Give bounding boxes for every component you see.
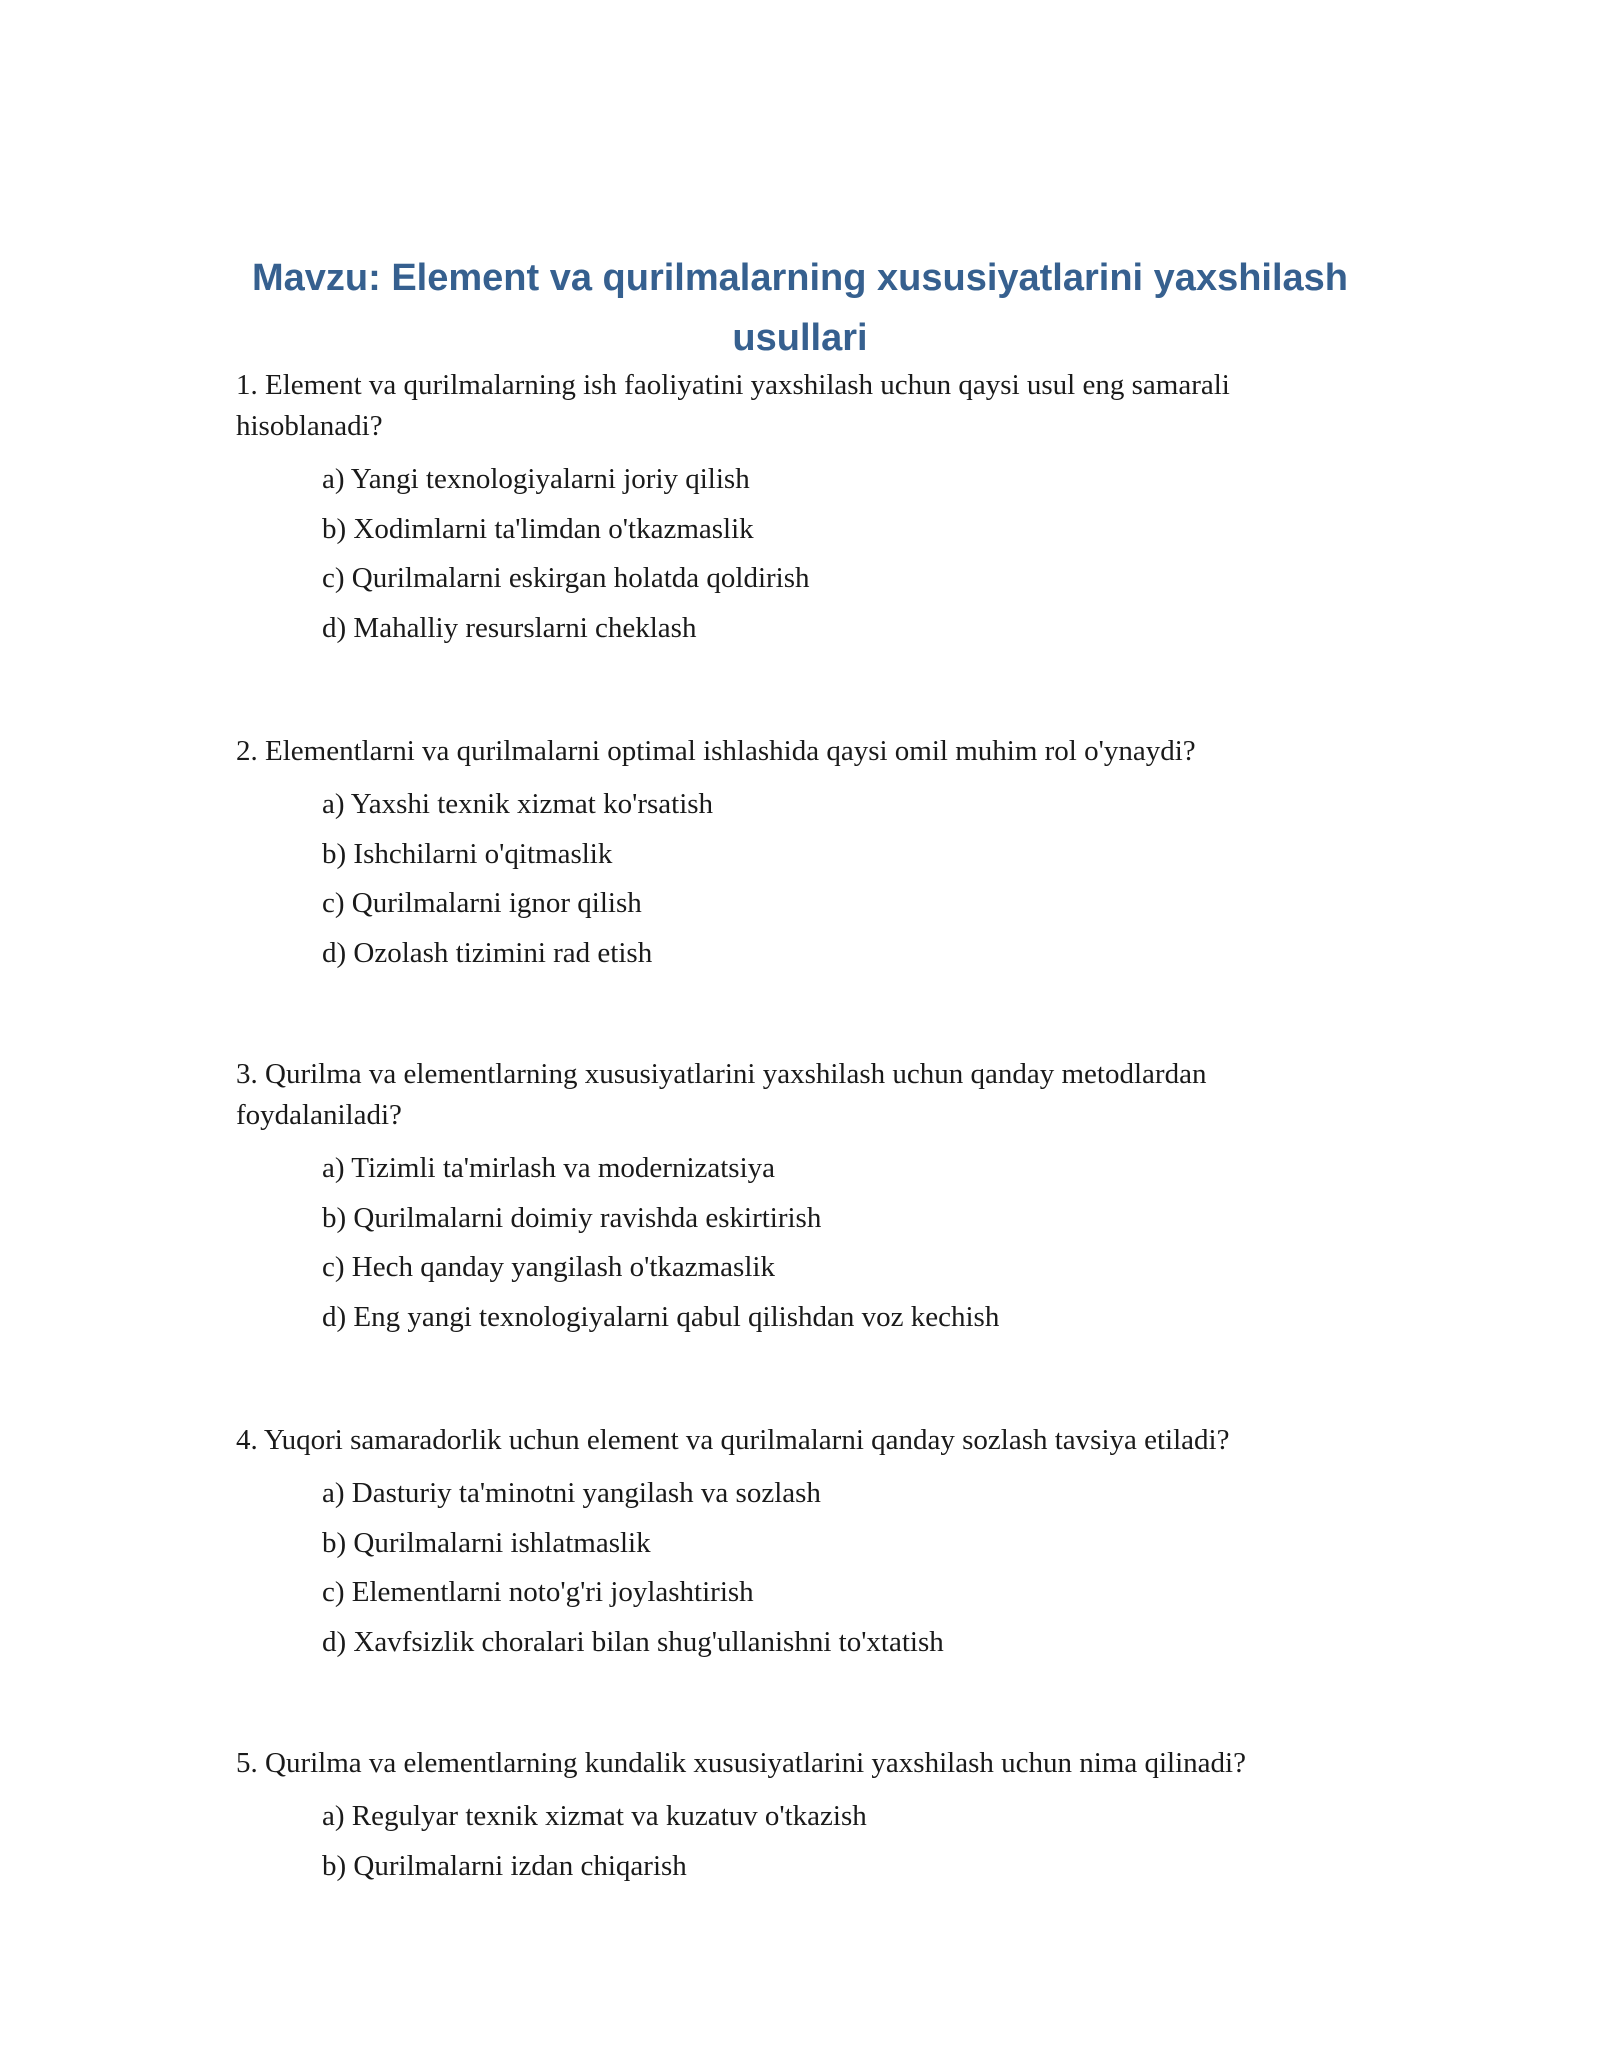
answer-option-b: b) Qurilmalarni ishlatmaslik bbox=[322, 1526, 651, 1559]
answer-option-d: d) Xavfsizlik choralari bilan shug'ullanishni to'xtatish bbox=[322, 1625, 944, 1658]
answer-option-c: c) Qurilmalarni ignor qilish bbox=[322, 887, 642, 919]
answer-option-d: d) Mahalliy resurslarni cheklash bbox=[322, 611, 697, 644]
answer-option-a: a) Yaxshi texnik xizmat ko'rsatish bbox=[322, 788, 714, 820]
answer-option-d: d) Eng yangi texnologiyalarni qabul qilishdan voz kechish bbox=[322, 1300, 1000, 1333]
answer-options bbox=[236, 1469, 1364, 1667]
answer-option-a: a) Dasturiy ta'minotni yangilash va sozlash bbox=[322, 1477, 821, 1509]
answer-option-c: c) Qurilmalarni eskirgan holatda qoldirish bbox=[322, 562, 810, 594]
answer-option-d: d) Ozolash tizimini rad etish bbox=[322, 936, 653, 969]
question-text: 1. Element va qurilmalarning ish faoliyatini yaxshilash uchun qaysi usul eng samarali hisoblanadi? bbox=[236, 369, 1230, 442]
answer-option-b: b) Xodimlarni ta'limdan o'tkazmaslik bbox=[322, 512, 754, 545]
page-title: Mavzu: Element va qurilmalarning xususiyatlarini yaxshilash usullari bbox=[251, 257, 1349, 359]
answer-option-a: a) Yangi texnologiyalarni joriy qilish bbox=[322, 463, 750, 495]
question-3 bbox=[236, 1054, 1364, 1342]
question-5 bbox=[236, 1743, 1364, 1891]
question-2 bbox=[236, 731, 1364, 978]
answer-option-b: b) Ishchilarni o'qitmaslik bbox=[322, 837, 613, 870]
answer-option-c: c) Elementlarni noto'g'ri joylashtirish bbox=[322, 1576, 754, 1608]
question-text: 2. Elementlarni va qurilmalarni optimal ishlashida qaysi omil muhim rol o'ynaydi? bbox=[236, 735, 1196, 767]
question-text: 5. Qurilma va elementlarning kundalik xususiyatlarini yaxshilash uchun nima qilinadi? bbox=[236, 1747, 1246, 1779]
answer-options bbox=[236, 780, 1364, 978]
answer-options bbox=[236, 455, 1364, 653]
answer-option-c: c) Hech qanday yangilash o'tkazmaslik bbox=[322, 1251, 775, 1283]
question-text: 4. Yuqori samaradorlik uchun element va qurilmalarni qanday sozlash tavsiya etiladi? bbox=[236, 1424, 1230, 1456]
answer-option-a: a) Tizimli ta'mirlash va modernizatsiya bbox=[322, 1152, 776, 1184]
answer-option-a: a) Regulyar texnik xizmat va kuzatuv o'tkazish bbox=[322, 1800, 867, 1832]
answer-option-b: b) Qurilmalarni izdan chiqarish bbox=[322, 1849, 687, 1882]
answer-options bbox=[236, 1144, 1364, 1342]
answer-options bbox=[236, 1792, 1364, 1891]
question-4 bbox=[236, 1420, 1364, 1667]
question-1 bbox=[236, 365, 1364, 653]
answer-option-b: b) Qurilmalarni doimiy ravishda eskirtirish bbox=[322, 1201, 822, 1234]
question-text: 3. Qurilma va elementlarning xususiyatlarini yaxshilash uchun qanday metodlardan foydalaniladi? bbox=[236, 1058, 1207, 1131]
